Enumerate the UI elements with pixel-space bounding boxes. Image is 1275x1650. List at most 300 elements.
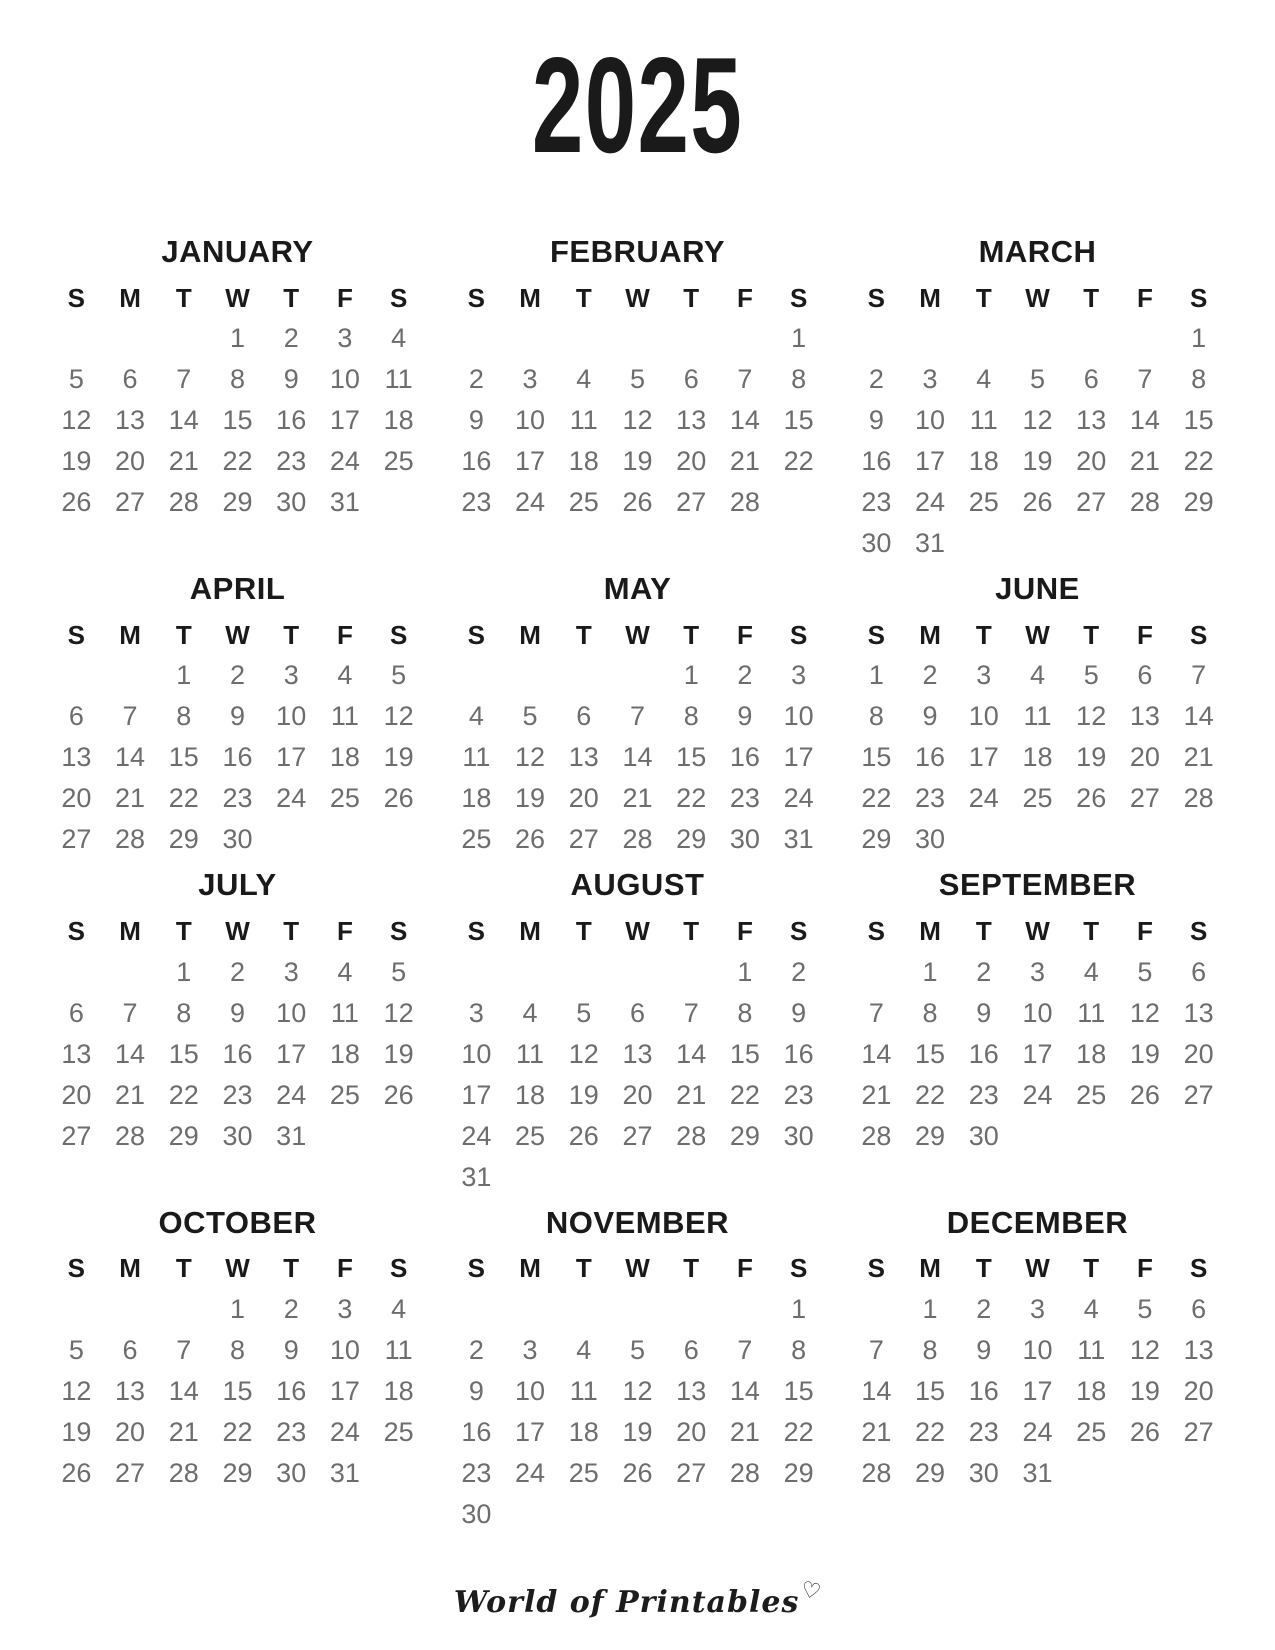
date-cell: 3: [468, 997, 484, 1028]
date-cell: 27: [676, 1457, 707, 1488]
day-of-week-header: F: [336, 1253, 353, 1284]
date-cell: 30: [276, 487, 307, 518]
date-cell: 17: [515, 1416, 546, 1447]
date-cell: 16: [915, 742, 946, 773]
empty-cell: [503, 1289, 557, 1330]
date-cell: 23: [968, 1416, 999, 1447]
date-cell: 21: [622, 783, 653, 814]
date-cell: 2: [868, 364, 884, 395]
day-of-week-header: W: [225, 1253, 250, 1284]
date-cell: 2: [468, 364, 484, 395]
logo-text: World of Printables: [453, 1585, 800, 1620]
date-cell: 9: [283, 364, 299, 395]
empty-cell: [103, 655, 157, 696]
day-of-week-header: T: [283, 282, 300, 313]
date-cell: 28: [115, 824, 146, 855]
date-cell: 19: [383, 742, 414, 773]
day-of-week-header: F: [336, 282, 353, 313]
day-of-week-header: S: [1189, 916, 1208, 947]
date-cell: 11: [569, 1375, 598, 1406]
date-cell: 22: [915, 1079, 946, 1110]
day-of-week-header: W: [625, 619, 650, 650]
empty-cell: [450, 1289, 504, 1330]
date-cell: 3: [522, 1334, 538, 1365]
date-cell: 5: [1137, 956, 1153, 987]
day-of-week-header: S: [1189, 282, 1208, 313]
month-title: JUNE: [995, 571, 1080, 607]
empty-cell: [718, 1157, 772, 1198]
day-of-week-header: F: [1136, 282, 1153, 313]
date-cell: 12: [1022, 405, 1053, 436]
month-title: AUGUST: [570, 867, 705, 903]
date-cell: 2: [229, 956, 245, 987]
date-cell: 10: [515, 405, 546, 436]
empty-cell: [772, 482, 826, 523]
date-cell: 31: [915, 528, 946, 559]
day-of-week-header: M: [119, 619, 141, 650]
date-cell: 25: [1022, 783, 1053, 814]
date-cell: 21: [115, 783, 146, 814]
date-cell: 6: [68, 997, 84, 1028]
date-cell: 4: [576, 364, 592, 395]
date-cell: 22: [168, 1079, 199, 1110]
date-cell: 29: [915, 1120, 946, 1151]
day-of-week-header: F: [736, 1253, 753, 1284]
date-cell: 8: [229, 364, 245, 395]
date-cell: 28: [1129, 487, 1160, 518]
empty-cell: [957, 318, 1011, 359]
month-grid: [50, 912, 426, 1157]
day-of-week-header: T: [175, 282, 192, 313]
date-cell: 1: [922, 956, 938, 987]
date-cell: 27: [1183, 1079, 1214, 1110]
day-of-week-header: T: [575, 916, 592, 947]
date-cell: 8: [737, 997, 753, 1028]
date-cell: 20: [1183, 1375, 1214, 1406]
date-cell: 14: [676, 1038, 707, 1069]
date-cell: 15: [676, 742, 707, 773]
date-cell: 26: [622, 1457, 653, 1488]
date-cell: 4: [1029, 660, 1045, 691]
date-cell: 1: [176, 660, 192, 691]
date-cell: 14: [861, 1038, 892, 1069]
date-cell: 10: [329, 364, 360, 395]
date-cell: 22: [783, 446, 814, 477]
date-cell: 22: [915, 1416, 946, 1447]
date-cell: 25: [515, 1120, 546, 1151]
day-of-week-header: F: [1136, 619, 1153, 650]
date-cell: 27: [115, 1457, 146, 1488]
empty-cell: [1118, 523, 1172, 564]
date-cell: 19: [1129, 1038, 1160, 1069]
date-cell: 21: [1129, 446, 1160, 477]
day-of-week-header: W: [225, 282, 250, 313]
date-cell: 28: [861, 1120, 892, 1151]
month-february: [450, 233, 826, 523]
empty-cell: [372, 482, 426, 523]
date-cell: 12: [622, 405, 653, 436]
day-of-week-header: T: [575, 619, 592, 650]
date-cell: 23: [783, 1079, 814, 1110]
day-of-week-header: S: [1189, 619, 1208, 650]
date-cell: 18: [968, 446, 999, 477]
date-cell: 19: [568, 1079, 599, 1110]
date-cell: 4: [337, 956, 353, 987]
footer-logo: [0, 1576, 1275, 1620]
date-cell: 13: [622, 1038, 653, 1069]
date-cell: 13: [1076, 405, 1107, 436]
date-cell: 21: [861, 1079, 892, 1110]
date-cell: 11: [462, 742, 491, 773]
empty-cell: [1118, 819, 1172, 860]
date-cell: 2: [922, 660, 938, 691]
date-cell: 9: [976, 1334, 992, 1365]
date-cell: 17: [915, 446, 946, 477]
day-of-week-header: S: [789, 619, 808, 650]
day-of-week-header: T: [283, 916, 300, 947]
month-grid: [450, 615, 826, 860]
month-may: [450, 570, 826, 860]
empty-cell: [1011, 523, 1065, 564]
date-cell: 28: [676, 1120, 707, 1151]
date-cell: 11: [516, 1038, 545, 1069]
date-cell: 22: [1183, 446, 1214, 477]
date-cell: 24: [276, 1079, 307, 1110]
date-cell: 7: [868, 997, 884, 1028]
date-cell: 9: [868, 405, 884, 436]
day-of-week-header: M: [919, 916, 941, 947]
date-cell: 16: [276, 405, 307, 436]
date-cell: 11: [384, 1334, 413, 1365]
date-cell: 16: [461, 446, 492, 477]
date-cell: 7: [1191, 660, 1207, 691]
empty-cell: [372, 1453, 426, 1494]
date-cell: 2: [791, 956, 807, 987]
day-of-week-header: M: [919, 619, 941, 650]
empty-cell: [664, 318, 718, 359]
date-cell: 7: [122, 701, 138, 732]
date-cell: 10: [461, 1038, 492, 1069]
date-cell: 5: [68, 1334, 84, 1365]
date-cell: 13: [115, 1375, 146, 1406]
date-cell: 5: [68, 364, 84, 395]
date-cell: 9: [229, 701, 245, 732]
month-april: [50, 570, 426, 860]
date-cell: 1: [737, 956, 753, 987]
date-cell: 28: [115, 1120, 146, 1151]
date-cell: 8: [683, 701, 699, 732]
date-cell: 25: [1076, 1416, 1107, 1447]
date-cell: 18: [329, 1038, 360, 1069]
date-cell: 6: [683, 1334, 699, 1365]
date-cell: 15: [222, 1375, 253, 1406]
date-cell: 28: [622, 824, 653, 855]
date-cell: 26: [383, 783, 414, 814]
date-cell: 4: [1083, 1293, 1099, 1324]
date-cell: 24: [461, 1120, 492, 1151]
month-grid: [850, 1249, 1226, 1494]
day-of-week-header: W: [625, 916, 650, 947]
date-cell: 23: [222, 783, 253, 814]
empty-cell: [157, 1289, 211, 1330]
date-cell: 1: [791, 323, 807, 354]
date-cell: 7: [122, 997, 138, 1028]
month-grid: [850, 615, 1226, 860]
date-cell: 17: [515, 446, 546, 477]
empty-cell: [957, 523, 1011, 564]
empty-cell: [503, 952, 557, 993]
date-cell: 21: [168, 446, 199, 477]
date-cell: 25: [568, 1457, 599, 1488]
date-cell: 27: [568, 824, 599, 855]
date-cell: 17: [461, 1079, 492, 1110]
date-cell: 17: [783, 742, 814, 773]
date-cell: 21: [676, 1079, 707, 1110]
empty-cell: [611, 1494, 665, 1535]
empty-cell: [611, 318, 665, 359]
empty-cell: [372, 819, 426, 860]
date-cell: 5: [1083, 660, 1099, 691]
empty-cell: [611, 1289, 665, 1330]
date-cell: 27: [115, 487, 146, 518]
date-cell: 5: [576, 997, 592, 1028]
date-cell: 19: [515, 783, 546, 814]
date-cell: 25: [568, 487, 599, 518]
empty-cell: [503, 655, 557, 696]
month-november: [450, 1204, 826, 1535]
empty-cell: [664, 1157, 718, 1198]
date-cell: 17: [968, 742, 999, 773]
date-cell: 16: [461, 1416, 492, 1447]
date-cell: 22: [729, 1079, 760, 1110]
date-cell: 24: [515, 487, 546, 518]
date-cell: 6: [1083, 364, 1099, 395]
date-cell: 3: [283, 956, 299, 987]
date-cell: 11: [384, 364, 413, 395]
date-cell: 23: [968, 1079, 999, 1110]
day-of-week-header: W: [1025, 282, 1050, 313]
day-of-week-header: S: [389, 282, 408, 313]
date-cell: 12: [383, 997, 414, 1028]
empty-cell: [1118, 1453, 1172, 1494]
date-cell: 28: [729, 1457, 760, 1488]
month-title: JANUARY: [161, 234, 314, 269]
day-of-week-header: F: [336, 619, 353, 650]
date-cell: 23: [915, 783, 946, 814]
date-cell: 8: [922, 1334, 938, 1365]
day-of-week-header: S: [867, 1253, 886, 1284]
day-of-week-header: T: [175, 1253, 192, 1284]
empty-cell: [103, 318, 157, 359]
date-cell: 16: [783, 1038, 814, 1069]
date-cell: 26: [622, 487, 653, 518]
day-of-week-header: S: [67, 916, 86, 947]
date-cell: 29: [783, 1457, 814, 1488]
date-cell: 19: [622, 1416, 653, 1447]
day-of-week-header: W: [225, 916, 250, 947]
date-cell: 19: [1129, 1375, 1160, 1406]
empty-cell: [1118, 1116, 1172, 1157]
empty-cell: [1011, 1116, 1065, 1157]
date-cell: 27: [61, 824, 92, 855]
month-title: APRIL: [189, 571, 286, 607]
empty-cell: [557, 1157, 611, 1198]
date-cell: 3: [1029, 956, 1045, 987]
empty-cell: [1172, 819, 1226, 860]
date-cell: 13: [568, 742, 599, 773]
date-cell: 14: [1183, 701, 1214, 732]
date-cell: 5: [391, 660, 407, 691]
empty-cell: [50, 318, 104, 359]
date-cell: 15: [1183, 405, 1214, 436]
empty-cell: [318, 1116, 372, 1157]
date-cell: 27: [61, 1120, 92, 1151]
date-cell: 21: [729, 1416, 760, 1447]
empty-cell: [1064, 523, 1118, 564]
date-cell: 10: [783, 701, 814, 732]
day-of-week-header: W: [1025, 619, 1050, 650]
day-of-week-header: S: [67, 1253, 86, 1284]
date-cell: 3: [1029, 1293, 1045, 1324]
date-cell: 16: [222, 1038, 253, 1069]
date-cell: 10: [276, 997, 307, 1028]
empty-cell: [50, 952, 104, 993]
date-cell: 30: [729, 824, 760, 855]
date-cell: 30: [222, 824, 253, 855]
date-cell: 6: [629, 997, 645, 1028]
date-cell: 15: [729, 1038, 760, 1069]
day-of-week-header: T: [575, 282, 592, 313]
date-cell: 2: [737, 660, 753, 691]
date-cell: 12: [383, 701, 414, 732]
date-cell: 26: [1129, 1079, 1160, 1110]
empty-cell: [772, 1494, 826, 1535]
date-cell: 28: [861, 1457, 892, 1488]
date-cell: 29: [915, 1457, 946, 1488]
date-cell: 1: [922, 1293, 938, 1324]
date-cell: 29: [676, 824, 707, 855]
date-cell: 10: [915, 405, 946, 436]
date-cell: 1: [229, 1293, 245, 1324]
date-cell: 14: [168, 1375, 199, 1406]
month-january: [50, 233, 426, 523]
date-cell: 14: [729, 405, 760, 436]
date-cell: 26: [383, 1079, 414, 1110]
date-cell: 14: [622, 742, 653, 773]
date-cell: 24: [1022, 1079, 1053, 1110]
date-cell: 12: [61, 1375, 92, 1406]
date-cell: 25: [329, 783, 360, 814]
date-cell: 27: [1129, 783, 1160, 814]
date-cell: 5: [391, 956, 407, 987]
date-cell: 5: [1137, 1293, 1153, 1324]
date-cell: 16: [276, 1375, 307, 1406]
date-cell: 30: [915, 824, 946, 855]
day-of-week-header: S: [789, 1253, 808, 1284]
day-of-week-header: F: [736, 282, 753, 313]
date-cell: 8: [1191, 364, 1207, 395]
date-cell: 7: [176, 364, 192, 395]
date-cell: 21: [168, 1416, 199, 1447]
empty-cell: [557, 655, 611, 696]
day-of-week-header: T: [1083, 282, 1100, 313]
date-cell: 30: [968, 1120, 999, 1151]
date-cell: 30: [968, 1457, 999, 1488]
month-july: [50, 866, 426, 1156]
date-cell: 30: [861, 528, 892, 559]
empty-cell: [957, 819, 1011, 860]
date-cell: 14: [115, 1038, 146, 1069]
month-grid: [850, 912, 1226, 1157]
date-cell: 7: [176, 1334, 192, 1365]
day-of-week-header: T: [975, 916, 992, 947]
date-cell: 17: [1022, 1038, 1053, 1069]
date-cell: 7: [737, 1334, 753, 1365]
date-cell: 30: [783, 1120, 814, 1151]
date-cell: 6: [1191, 956, 1207, 987]
date-cell: 18: [515, 1079, 546, 1110]
date-cell: 8: [176, 701, 192, 732]
day-of-week-header: T: [575, 1253, 592, 1284]
empty-cell: [718, 1289, 772, 1330]
date-cell: 24: [515, 1457, 546, 1488]
empty-cell: [718, 318, 772, 359]
date-cell: 29: [168, 824, 199, 855]
date-cell: 18: [1022, 742, 1053, 773]
empty-cell: [450, 318, 504, 359]
date-cell: 1: [868, 660, 884, 691]
date-cell: 15: [168, 1038, 199, 1069]
date-cell: 9: [737, 701, 753, 732]
day-of-week-header: W: [1025, 916, 1050, 947]
date-cell: 28: [729, 487, 760, 518]
date-cell: 7: [683, 997, 699, 1028]
date-cell: 16: [729, 742, 760, 773]
date-cell: 15: [915, 1038, 946, 1069]
date-cell: 5: [1029, 364, 1045, 395]
heart-icon: ♡: [799, 1576, 824, 1605]
date-cell: 4: [976, 364, 992, 395]
date-cell: 18: [383, 405, 414, 436]
date-cell: 28: [168, 1457, 199, 1488]
empty-cell: [450, 655, 504, 696]
date-cell: 22: [168, 783, 199, 814]
day-of-week-header: M: [519, 619, 541, 650]
date-cell: 10: [515, 1375, 546, 1406]
date-cell: 2: [468, 1334, 484, 1365]
date-cell: 16: [861, 446, 892, 477]
day-of-week-header: W: [625, 282, 650, 313]
date-cell: 26: [61, 487, 92, 518]
date-cell: 25: [329, 1079, 360, 1110]
date-cell: 19: [61, 1416, 92, 1447]
day-of-week-header: S: [867, 282, 886, 313]
month-title: FEBRUARY: [549, 234, 726, 269]
month-grid: [50, 1249, 426, 1494]
date-cell: 26: [61, 1457, 92, 1488]
date-cell: 24: [276, 783, 307, 814]
date-cell: 27: [1076, 487, 1107, 518]
date-cell: 3: [283, 660, 299, 691]
date-cell: 19: [1022, 446, 1053, 477]
empty-cell: [503, 1157, 557, 1198]
date-cell: 17: [329, 405, 360, 436]
date-cell: 25: [383, 446, 414, 477]
date-cell: 14: [861, 1375, 892, 1406]
date-cell: 20: [115, 446, 146, 477]
date-cell: 13: [1129, 701, 1160, 732]
date-cell: 9: [922, 701, 938, 732]
